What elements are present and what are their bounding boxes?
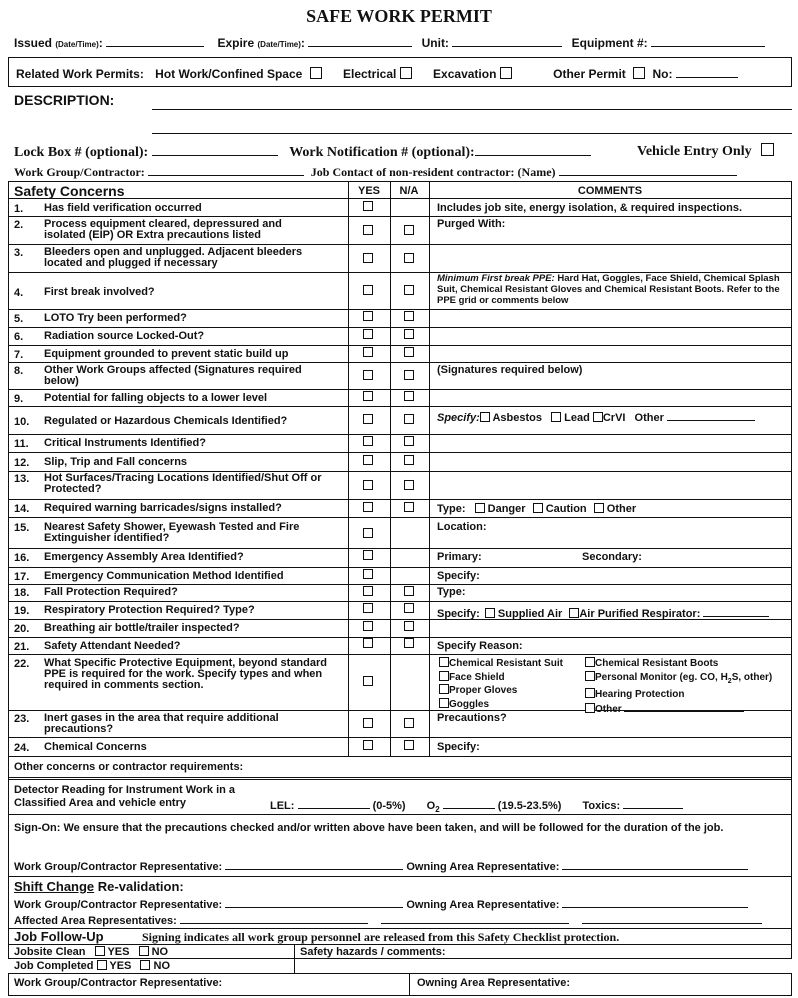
row-na-checkbox[interactable] [404,740,414,750]
row-concern: Hot Surfaces/Tracing Locations Identified/Shut Off or Protected? [44,472,322,495]
row-line [8,958,408,959]
table-row [8,244,791,272]
issued-label: Issued [14,36,53,50]
supplied-air-label: Supplied Air [497,608,563,620]
row-yes-checkbox[interactable] [363,201,373,211]
row-concern: First break involved? [44,286,155,298]
personal-monitor-checkbox[interactable] [585,671,595,681]
followup-divider [294,944,295,973]
expire-label: Expire [217,36,255,50]
table-row [8,327,791,345]
followup-title: Job Follow-Up [14,929,104,944]
secondary-label: Secondary: [582,551,642,563]
o2-subscript: 2 [435,805,440,815]
air-purified-field[interactable] [703,605,769,617]
row-concern: Emergency Assembly Area Identified? [44,551,244,563]
vehicle-entry [637,143,774,160]
crvi-checkbox[interactable] [593,412,603,422]
crvi-label: CrVI [602,412,626,424]
notification-field[interactable] [475,143,591,156]
personal-monitor-label: Personal Monitor (eg. CO, H [595,671,728,683]
row-number: 5. [14,313,24,325]
table-row [8,198,791,216]
row-concern: Critical Instruments Identified? [44,437,206,449]
workgroup-field[interactable] [148,164,304,176]
lel-label: LEL: [270,800,295,812]
jobsite-no-label: NO [151,946,169,958]
air-purified-checkbox[interactable] [569,608,579,618]
row-concern: Has field verification occurred [44,202,202,214]
completed-label: Job Completed [14,960,94,972]
completed-no-label: NO [153,960,171,972]
table-row [8,654,791,715]
row-comment: Includes job site, energy isolation, & required inspections. [437,202,743,214]
unit-field[interactable] [452,35,562,47]
table-row [8,309,791,327]
signon-workgroup-label: Work Group/Contractor Representative: [14,861,223,873]
issued-field[interactable] [106,35,204,47]
table-row [8,216,791,244]
yes-header: YES [357,185,380,197]
row-number: 11. [14,438,29,450]
row-line [8,876,791,877]
o2-field[interactable] [443,797,495,809]
row-number: 23. [14,713,30,725]
row-number: 18. [14,587,30,599]
row-number: 16. [14,552,30,564]
caution-label: Caution [545,503,587,515]
table-row [8,619,791,637]
other-concerns-label: Other concerns or contractor requirements: [14,761,244,773]
row-line [8,779,791,780]
row-yes-checkbox[interactable] [363,253,373,263]
gloves-label: Proper Gloves [449,685,518,696]
row-na-checkbox[interactable] [404,586,414,596]
table-row [8,601,791,619]
row-comment: Specify: [437,741,480,753]
sign-on-bold: Sign-On: [14,822,61,834]
table-row [8,434,791,452]
row-number: 14. [14,503,30,515]
other-sign-label: Other [606,503,637,515]
row-number: 24. [14,742,30,754]
hot-work-label: Hot Work/Confined Space [155,67,303,81]
description-line-1[interactable] [152,109,792,110]
chem-boots-label: Chemical Resistant Boots [595,658,719,669]
detector-label [14,784,235,810]
row-na-checkbox[interactable] [404,414,414,424]
row-yes-checkbox[interactable] [363,528,373,538]
table-row [8,345,791,362]
row-yes-checkbox[interactable] [363,586,373,596]
table-row [8,584,791,601]
hazards-label: Safety hazards / comments: [300,946,446,958]
row-number: 6. [14,331,24,343]
row-na-checkbox[interactable] [404,455,414,465]
row-na-checkbox[interactable] [404,718,414,728]
final-row-box [8,973,792,996]
table-row [8,710,791,737]
row-concern: Radiation source Locked-Out? [44,330,205,342]
permit-no-field[interactable] [676,66,738,78]
equipment-field[interactable] [651,35,765,47]
row-na-checkbox[interactable] [404,502,414,512]
row-concern: Nearest Safety Shower, Eyewash Tested and Fire Extinguisher identified? [44,521,300,544]
row-yes-checkbox[interactable] [363,391,373,401]
vehicle-entry-label: Vehicle Entry Only [637,144,752,159]
row-concern: Breathing air bottle/trailer inspected? [44,622,240,634]
row-concern: Safety Attendant Needed? [44,640,181,652]
row-yes-checkbox[interactable] [363,676,373,686]
job-contact-field[interactable] [559,164,737,176]
row-comment: (Signatures required below) [437,364,583,376]
row-yes-checkbox[interactable] [363,285,373,295]
jobsite-label: Jobsite Clean [14,946,86,958]
row-na-checkbox[interactable] [404,329,414,339]
sign-on-text [14,822,723,834]
resp-specify-label: Specify: [437,608,480,620]
expire-field[interactable] [308,35,412,47]
row-number: 22. [14,658,30,670]
chem-suit-label: Chemical Resistant Suit [449,658,563,669]
row-comment: Location: [437,521,487,533]
workgroup-label: Work Group/Contractor: [14,165,145,179]
row-na-checkbox[interactable] [404,436,414,446]
row-yes-checkbox[interactable] [363,347,373,357]
row-concern: Emergency Communication Method Identified [44,570,284,582]
air-purified-label: Air Purified Respirator: [579,608,701,620]
final-workgroup-label: Work Group/Contractor Representative: [14,977,223,989]
row-line [8,928,791,929]
lel-field[interactable] [298,797,370,809]
o2-range: (19.5-23.5%) [497,800,562,812]
shift-workgroup-label: Work Group/Contractor Representative: [14,899,223,911]
danger-label: Danger [487,503,526,515]
row-comment: Specify Reason: [437,640,523,652]
row-na-checkbox[interactable] [404,311,414,321]
danger-checkbox[interactable] [475,503,485,513]
jobsite-yes-checkbox[interactable] [95,946,105,956]
lead-checkbox[interactable] [551,412,561,422]
chem-suit-checkbox[interactable] [439,657,449,667]
row-yes-checkbox[interactable] [363,569,373,579]
na-header: N/A [399,185,419,197]
barricade-type-label: Type: [437,503,466,515]
supplied-air-checkbox[interactable] [485,608,495,618]
jobsite-no-checkbox[interactable] [139,946,149,956]
shift-change-underlined: Shift Change [14,879,95,894]
table-row [8,517,791,548]
row-comment: Type: [437,586,466,598]
lockbox-row [14,143,591,161]
row-concern: Slip, Trip and Fall concerns [44,456,188,468]
job-contact-label: Job Contact of non-resident contractor: (Name) [310,165,556,179]
affected-row [14,912,762,927]
affected-field-2[interactable] [381,912,569,924]
specify-label: Specify: [437,412,480,424]
permit-no-label: No: [652,67,673,81]
row-na-checkbox[interactable] [404,621,414,631]
completed-row [14,960,170,972]
gloves-checkbox[interactable] [439,684,449,694]
row-number: 4. [14,287,24,299]
row-number: 12. [14,457,30,469]
row-na-checkbox[interactable] [404,391,414,401]
row-na-checkbox[interactable] [404,370,414,380]
detector-label-2: Classified Area and vehicle entry [14,797,186,809]
shift-change-title [14,879,184,894]
affected-field-3[interactable] [582,912,762,924]
row-concern: Respiratory Protection Required? Type? [44,604,255,616]
table-row [8,548,791,567]
row-number: 3. [14,247,24,259]
concerns-header: Safety Concerns [14,183,125,199]
row-concern: Bleeders open and unplugged. Adjacent bleeders located and plugged if necessary [44,246,303,269]
hearing-label: Hearing Protection [595,689,685,700]
barricade-comment [437,503,636,515]
first-break-comment [437,273,787,306]
personal-monitor-end: S, other) [731,671,773,683]
other-permit-label: Other Permit [553,67,626,81]
row-comment: Primary: [437,551,482,563]
row-concern: LOTO Try been performed? [44,312,187,324]
row-yes-checkbox[interactable] [363,311,373,321]
notification-label: Work Notification # (optional): [289,145,475,160]
issued-line: Issued (Date/Time): Expire (Date/Time): Unit: Equipment #: [14,35,765,50]
row-na-checkbox[interactable] [404,285,414,295]
excavation-checkbox[interactable] [500,67,512,79]
table-row [8,362,791,389]
other-permit-checkbox[interactable] [633,67,645,79]
sign-on-body: We ensure that the precautions checked and/or written above have been taken, and will be followed for the duration of the job. [60,822,724,834]
row-na-checkbox[interactable] [404,480,414,490]
shift-owning-field[interactable] [562,896,748,908]
face-shield-checkbox[interactable] [439,671,449,681]
row-number: 13. [14,473,30,485]
row-concern: Equipment grounded to prevent static build up [44,348,289,360]
row-na-checkbox[interactable] [404,253,414,263]
related-permits-row [16,66,738,81]
completed-no-checkbox[interactable] [140,960,150,970]
electrical-checkbox[interactable] [400,67,412,79]
first-break-rest: Hard Hat, Goggles, Face Shield, Chemical Splash Suit, Chemical Resistant Gloves and Chemical Resistant Boots. Refer to the PPE grid or comments below [437,273,780,306]
shift-owning-label: Owning Area Representative: [406,899,560,911]
row-yes-checkbox[interactable] [363,480,373,490]
lockbox-label: Lock Box # (optional): [14,145,149,160]
row-comment: Specify: [437,570,480,582]
lel-range: (0-5%) [372,800,406,812]
row-concern: Inert gases in the area that require additional precautions? [44,712,279,735]
affected-label: Affected Area Representatives: [14,915,177,927]
final-owning-label: Owning Area Representative: [417,977,571,989]
h2s-subscript: 2 [727,677,732,685]
jobsite-row [14,946,168,958]
row-line [8,756,791,757]
comments-header: COMMENTS [577,185,643,197]
row-number: 10. [14,416,30,428]
followup-text: Signing indicates all work group personnel are released from this Safety Checklist protection. [142,930,620,944]
row-number: 21. [14,641,30,653]
other-chem-field[interactable] [667,409,755,421]
ppe-options-col-a [439,657,563,711]
hot-work-checkbox[interactable] [310,67,322,79]
lead-label: Lead [564,412,590,424]
other-chem-label: Other [634,412,664,424]
row-number: 9. [14,393,24,405]
row-na-checkbox[interactable] [404,225,414,235]
row-yes-checkbox[interactable] [363,370,373,380]
toxics-label: Toxics: [582,800,621,812]
affected-field-1[interactable] [180,912,368,924]
other-sign-checkbox[interactable] [594,503,604,513]
respiratory-comment [437,605,769,620]
row-yes-checkbox[interactable] [363,436,373,446]
row-concern: Regulated or Hazardous Chemicals Identified? [44,415,288,427]
caution-checkbox[interactable] [533,503,543,513]
row-number: 2. [14,219,24,231]
row-concern: Fall Protection Required? [44,586,178,598]
row-comment: Purged With: [437,218,506,230]
row-yes-checkbox[interactable] [363,603,373,613]
vehicle-entry-checkbox[interactable] [761,143,774,156]
detector-readings [270,797,683,814]
row-number: 1. [14,203,24,215]
row-number: 7. [14,349,24,361]
shift-workgroup-field[interactable] [225,896,403,908]
row-concern: Chemical Concerns [44,741,147,753]
description-label: DESCRIPTION: [14,92,115,108]
row-concern: Process equipment cleared, depressured and isolated (EIP) OR Extra precautions listed [44,218,282,241]
row-yes-checkbox[interactable] [363,225,373,235]
row-yes-checkbox[interactable] [363,740,373,750]
ppe-options-col-b [585,657,772,716]
o2-label: O [426,800,436,812]
page-title: SAFE WORK PERMIT [306,6,492,26]
row-concern: Required warning barricades/signs installed? [44,502,282,514]
table-row [8,452,791,471]
goggles-checkbox[interactable] [439,698,449,708]
table-row [8,499,791,517]
face-shield-label: Face Shield [449,671,505,683]
row-na-checkbox[interactable] [404,603,414,613]
row-number: 20. [14,623,30,635]
row-yes-checkbox[interactable] [363,550,373,560]
detector-label-1: Detector Reading for Instrument Work in a [14,784,236,796]
row-yes-checkbox[interactable] [363,329,373,339]
row-number: 17. [14,571,30,583]
row-line [8,777,791,778]
signon-reps-row [14,858,748,873]
row-concern: What Specific Protective Equipment, beyond standard PPE is required for the work. Specify types and when required in comments section. [44,657,327,691]
other-ppe-label: Other [595,703,622,715]
table-row [8,737,791,756]
excavation-label: Excavation [433,67,497,81]
row-na-checkbox[interactable] [404,347,414,357]
unit-label: Unit: [421,36,449,50]
issued-sublabel: (Date/Time) [55,40,99,49]
chemicals-comment [437,409,755,424]
signon-workgroup-field[interactable] [225,858,403,870]
electrical-label: Electrical [342,67,397,81]
table-row [8,637,791,654]
row-concern: Potential for falling objects to a lower level [44,392,268,404]
table-row [8,471,791,499]
description-line-2[interactable] [152,133,792,134]
row-yes-checkbox[interactable] [363,455,373,465]
equipment-label: Equipment #: [571,36,648,50]
table-row [8,389,791,406]
completed-yes-checkbox[interactable] [97,960,107,970]
row-yes-checkbox[interactable] [363,638,373,648]
chem-boots-checkbox[interactable] [585,657,595,667]
asbestos-label: Asbestos [492,412,542,424]
completed-yes-label: YES [109,960,132,972]
row-comment: Precautions? [437,712,507,724]
workgroup-row [14,164,737,180]
lockbox-field[interactable] [152,143,278,156]
shift-change-rest: Re-validation: [94,879,184,894]
signon-owning-field[interactable] [562,858,748,870]
goggles-label: Goggles [449,698,490,710]
jobsite-yes-label: YES [107,946,130,958]
row-na-checkbox[interactable] [404,638,414,648]
expire-sublabel: (Date/Time) [257,40,301,49]
row-number: 15. [14,522,30,534]
shift-reps-row [14,896,748,911]
row-number: 19. [14,605,30,617]
row-yes-checkbox[interactable] [363,621,373,631]
row-yes-checkbox[interactable] [363,502,373,512]
table-row [8,567,791,584]
row-yes-checkbox[interactable] [363,414,373,424]
toxics-field[interactable] [623,797,683,809]
row-yes-checkbox[interactable] [363,718,373,728]
related-label: Related Work Permits: [16,67,144,81]
table-row [8,272,791,309]
table-row [8,406,791,434]
first-break-italic: Minimum First break PPE: [437,273,555,284]
row-concern: Other Work Groups affected (Signatures required below) [44,364,302,387]
asbestos-checkbox[interactable] [480,412,490,422]
row-number: 8. [14,365,24,377]
hearing-checkbox[interactable] [585,688,595,698]
signon-owning-label: Owning Area Representative: [406,861,560,873]
